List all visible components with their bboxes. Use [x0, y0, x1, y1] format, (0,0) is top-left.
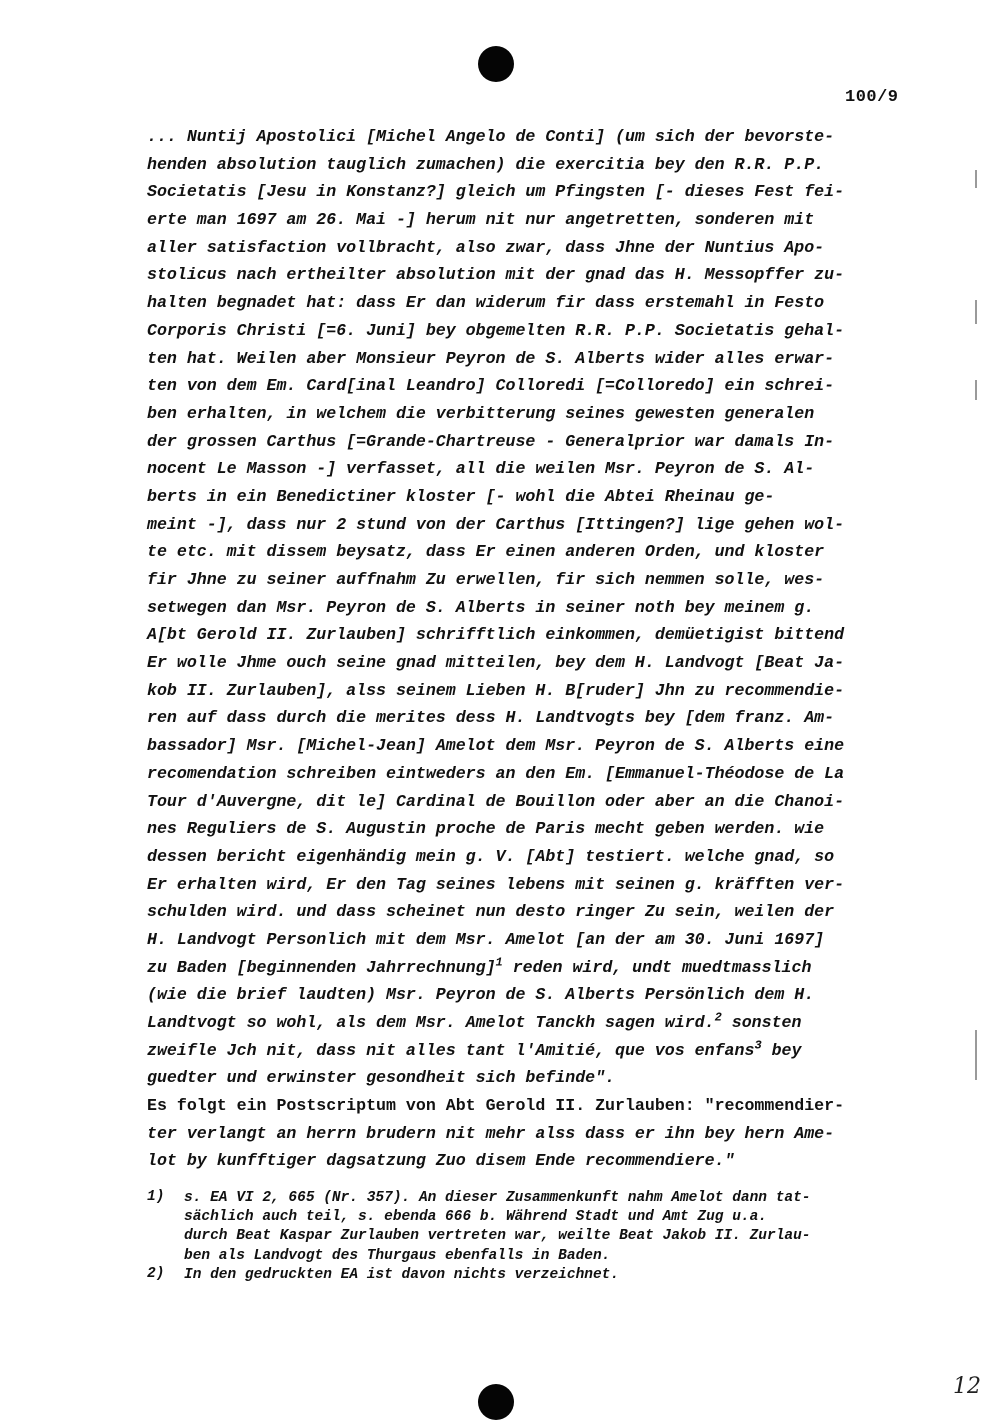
footnote-line: sächlich auch teil, s. ebenda 666 b. Während Stadt und Amt Zug u.a.	[184, 1209, 767, 1226]
text-line: kob II. Zurlauben], alss seinem Lieben H. B[ruder] Jhn zu recommendie-	[147, 680, 845, 700]
punch-hole-bottom	[478, 1384, 514, 1420]
text-line: ten von dem Em. Card[inal Leandro] Colloredi [=Colloredo] ein schrei-	[147, 376, 835, 396]
text-line: bassador] Msr. [Michel-Jean] Amelot dem Msr. Peyron de S. Alberts eine	[147, 736, 845, 756]
text-line: (wie die brief laudten) Msr. Peyron de S. Alberts Persönlich dem H.	[147, 985, 815, 1005]
scan-speck	[975, 170, 977, 188]
punch-hole-top	[478, 46, 514, 82]
text-line: stolicus nach ertheilter absolution mit der gnad das H. Messopffer zu-	[147, 265, 845, 285]
text-line: te etc. mit dissem beysatz, dass Er einen anderen Orden, und kloster	[147, 542, 825, 562]
page-number: 100/9	[845, 88, 899, 107]
text-line: meint -], dass nur 2 stund von der Carthus [Ittingen?] lige gehen wol-	[147, 514, 845, 534]
text-line: schulden wird. und dass scheinet nun desto ringer Zu sein, weilen der	[147, 902, 835, 922]
text-line: H. Landvogt Personlich mit dem Msr. Amelot [an der am 30. Juni 1697]	[147, 929, 825, 949]
text-line: setwegen dan Msr. Peyron de S. Alberts in seiner noth bey meinem g.	[147, 597, 815, 617]
footnote-line: In den gedruckten EA ist davon nichts verzeichnet.	[184, 1266, 620, 1283]
text-line: Corporis Christi [=6. Juni] bey obgemelten R.R. P.P. Societatis gehal-	[147, 320, 845, 340]
footnote-line: ben als Landvogt des Thurgaus ebenfalls in Baden.	[184, 1247, 611, 1264]
text-line: lot by kunfftiger dagsatzung Zuo disem Ende recommendiere."	[147, 1151, 735, 1171]
footnote-line: durch Beat Kaspar Zurlauben vertreten war, weilte Beat Jakob II. Zurlau-	[184, 1228, 811, 1245]
text-line: A[bt Gerold II. Zurlauben] schrifftlich einkommen, demüetigist bittend	[147, 625, 845, 645]
text-line: halten begnadet hat: dass Er dan widerum fir dass erstemahl in Festo	[147, 293, 825, 313]
text-line: fir Jhne zu seiner auffnahm Zu erwellen, fir sich nemmen solle, wes-	[147, 570, 825, 589]
text-line: Tour d'Auvergne, dit le] Cardinal de Bouillon oder aber an die Chanoi-	[147, 791, 845, 811]
text-line: ter verlangt an herrn brudern nit mehr alss dass er ihn bey hern Ame-	[147, 1123, 835, 1143]
text-line: ten hat. Weilen aber Monsieur Peyron de S. Alberts wider alles erwar-	[147, 348, 835, 368]
text-line: zu Baden [beginnenden Jahrrechnung]$^1$ reden wird, undt muedtmasslich	[147, 955, 812, 977]
footnotes	[147, 1189, 922, 1285]
footnote	[147, 1266, 922, 1285]
footnote-ref: 1	[495, 955, 503, 970]
text-line: zweifle Jch nit, dass nit alles tant l'Amitié, que vos enfans$^3$ bey	[147, 1038, 802, 1060]
page-corner-mark: 12	[953, 1374, 981, 1399]
text-line: erte man 1697 am 26. Mai -] herum nit nur angetretten, sonderen mit	[147, 210, 815, 230]
footnote-number: 1)	[147, 1189, 165, 1205]
scan-speck	[975, 380, 977, 400]
text-line: nocent Le Masson -] verfasset, all die weilen Msr. Peyron de S. Al-	[147, 459, 815, 479]
text-line: der grossen Carthus [=Grande-Chartreuse - Generalprior war damals In-	[147, 431, 835, 451]
text-line: berts in ein Benedictiner kloster [- wohl die Abtei Rheinau ge-	[147, 486, 775, 506]
text-line: recomendation schreiben eintweders an den Em. [Emmanuel-Théodose de La	[147, 763, 845, 783]
text-line: dessen bericht eigenhändig mein g. V. [Abt] testiert. welche gnad, so	[147, 846, 835, 866]
text-line: henden absolution tauglich zumachen) die exercitia bey den R.R. P.P.	[147, 154, 825, 174]
text-line: ben erhalten, in welchem die verbitterung seines gewesten generalen	[147, 403, 815, 423]
text-line: Societatis [Jesu in Konstanz?] gleich um Pfingsten [- dieses Fest fei-	[147, 182, 845, 202]
text-line: aller satisfaction vollbracht, also zwar, dass Jhne der Nuntius Apo-	[147, 237, 825, 257]
footnote-ref: 3	[754, 1038, 762, 1053]
text-line: Landtvogt so wohl, als dem Msr. Amelot Tanckh sagen wird.$^2$ sonsten	[147, 1010, 802, 1032]
footnote	[147, 1189, 922, 1266]
text-line: ... Nuntij Apostolici [Michel Angelo de Conti] (um sich der bevorste-	[147, 127, 835, 146]
footnote-line: s. EA VI 2, 665 (Nr. 357). An dieser Zusammenkunft nahm Amelot dann tat-	[184, 1190, 811, 1206]
text-line: nes Reguliers de S. Augustin proche de Paris mecht geben werden. wie	[147, 819, 825, 839]
body-text	[147, 123, 922, 1175]
scan-speck	[975, 300, 977, 324]
text-line: ren auf dass durch die merites dess H. Landtvogts bey [dem franz. Am-	[147, 708, 835, 728]
text-line: guedter und erwinster gesondheit sich befinde".	[147, 1068, 616, 1088]
text-line: Er wolle Jhme ouch seine gnad mitteilen, bey dem H. Landvogt [Beat Ja-	[147, 653, 845, 673]
text-line: Es folgt ein Postscriptum von Abt Gerold II. Zurlauben: "recommendier-	[147, 1096, 845, 1116]
footnote-number: 2)	[147, 1265, 165, 1282]
scan-speck	[975, 1030, 977, 1080]
text-line: Er erhalten wird, Er den Tag seines lebens mit seinen g. kräfften ver-	[147, 874, 845, 894]
footnote-ref: 2	[714, 1010, 722, 1025]
